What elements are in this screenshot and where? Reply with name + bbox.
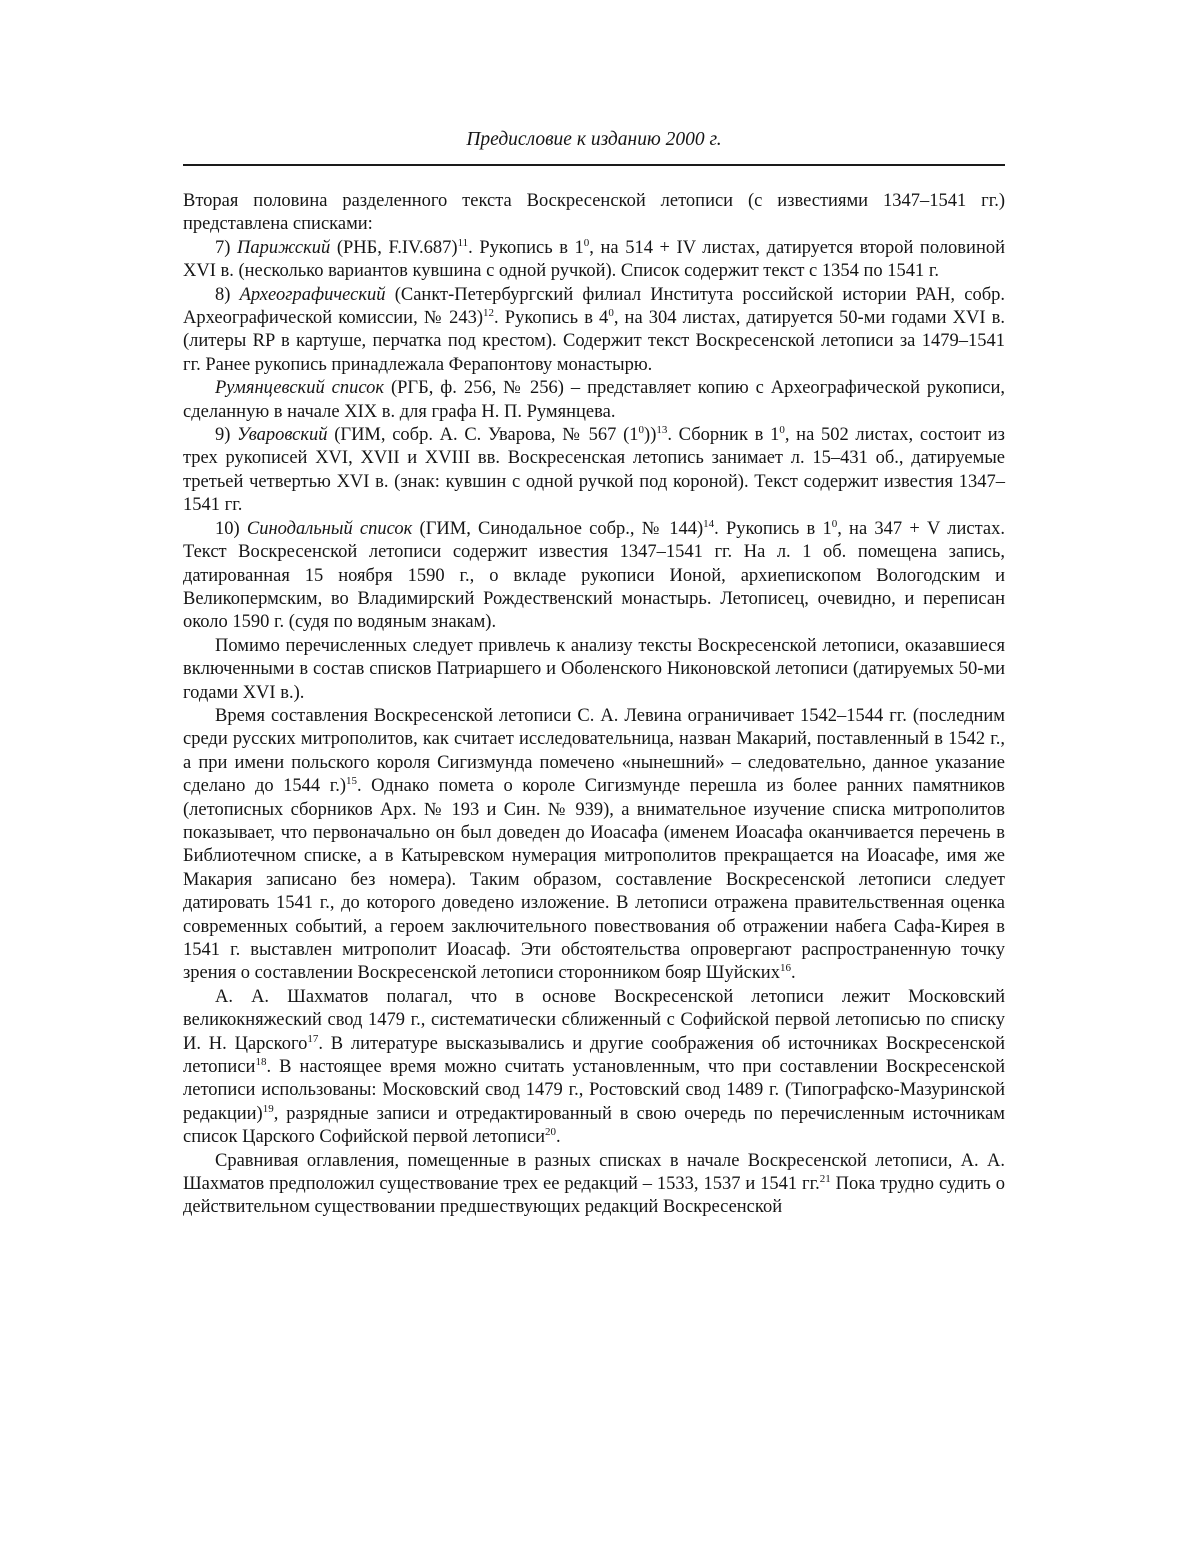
paragraph-text: Помимо перечисленных следует привлечь к анализу тексты Воскресенской летописи, оказавшиеся включенными в состав списков Патриаршего и Оболенского Никоновской летописи (датируемых 50-ми годами XVI в.). (183, 635, 1005, 703)
paragraph-paris-list (183, 237, 1005, 284)
format-superscript: 0 (583, 236, 590, 249)
manuscript-title: Парижский (237, 237, 331, 258)
paragraph-text: . (790, 963, 796, 984)
list-number: 10) (215, 518, 247, 539)
paragraph-text: . Сборник в 1 (667, 425, 780, 446)
list-number: 9) (215, 425, 238, 446)
footnote-ref: 20 (545, 1126, 557, 1139)
paragraph-editions (183, 1150, 1005, 1220)
paragraph-text: . Рукопись в 1 (714, 518, 832, 539)
paragraph-text: А. А. Шахматов полагал, что в основе Воскресенской летописи лежит Московский великокняжеский свод 1479 г., систематически сближенный с Софийской первой летописью по списку И. Н. Царского (183, 986, 1005, 1054)
paragraph-text: (ГИМ, собр. А. С. Уварова, № 567 (1 (327, 425, 639, 446)
paragraph-intro (183, 190, 1005, 237)
footnote-ref: 17 (307, 1032, 319, 1045)
paragraph-text: , разрядные записи и отредактированный в свою очередь по перечисленным источникам список Царского Софийской первой летописи (183, 1103, 1005, 1148)
footnote-ref: 13 (656, 423, 668, 436)
paragraph-text: )) (644, 425, 657, 446)
format-superscript: 0 (831, 517, 838, 530)
paragraph-text: (РГБ, ф. 256, № 256) – представляет копию с Археографической рукописи, сделанную в начале XIX в. для графа Н. П. Румянцева. (183, 378, 1006, 422)
footnote-ref: 11 (457, 236, 469, 249)
paragraph-text: . Рукопись в 1 (468, 237, 584, 258)
paragraph-synodal-list (183, 518, 1005, 635)
footnote-ref: 15 (346, 775, 358, 787)
footnote-ref: 21 (819, 1172, 831, 1185)
paragraph-rumyantsev-list (183, 377, 1005, 424)
paragraph-text: (ГИМ, Синодальное собр., № 144) (412, 518, 704, 539)
manuscript-title: Румянцевский список (215, 378, 385, 399)
paragraph-text: (Санкт-Петербургский филиал Института российской истории РАН, собр. Археографической комиссии, № 243) (183, 284, 1005, 329)
footnote-ref: 12 (483, 306, 495, 319)
paragraph-text: , на 347 + V листах. Текст Воскресенской летописи содержит известия 1347–1541 гг. На л. 1 об. помещена запись, датированная 15 ноября 1590 г., о вкладе рукописи Ионой, архиепископом Вологодским и Великопермским, во Владимирский Рождественский монастырь. Летописец, очевидно, и переписан около 1590 г. (судя по водяным знакам). (183, 518, 1005, 633)
paragraph-text: Время составления Воскресенской летописи С. А. Левина ограничивает 1542–1544 гг. (последним среди русских митрополитов, как считает исследовательница, назван Макарий, поставленный в 1542 г., а при имени польского короля Сигизмунда помечено «нынешний» – следовательно, данное указание сделано до 1544 г.) (183, 705, 1005, 797)
format-superscript: 0 (608, 306, 614, 319)
paragraph-text: Сравнивая оглавления, помещенные в разных списках в начале Воскресенской летописи, А. А. Шахматов предположил существование трех ее редакций – 1533, 1537 и 1541 гг. (183, 1150, 1005, 1195)
format-superscript: 0 (779, 423, 785, 436)
paragraph-text: (РНБ, F.IV.687) (330, 237, 458, 258)
paragraph-text: . В литературе высказывались и другие соображения об источниках Воскресенской летописи (183, 1033, 1006, 1078)
list-number: 7) (215, 237, 237, 258)
paragraph-uvarov-list (183, 424, 1005, 518)
footnote-ref: 19 (262, 1102, 274, 1115)
paragraph-text: . В настоящее время можно считать установленным, что при составлении Воскресенской летописи использованы: Московский свод 1479 г., Ростовский свод 1489 г. (Типографско-Мазуринской редакции) (183, 1057, 1005, 1124)
header-rule (183, 164, 1005, 166)
paragraph-text: , на 514 + IV листах, датируется второй половиной XVI в. (несколько вариантов кувшина с одной ручкой). Список содержит текст с 1354 по 1541 г. (183, 237, 1005, 282)
paragraph-text: . Однако помета о короле Сигизмунде перешла из более ранних памятников (летописных сборников Арх. № 193 и Син. № 939), а внимательное изучение списка митрополитов показывает, что первоначально он был доведен до Иоасафа (именем Иоасафа оканчивается перечень в Библиотечном списке, а в Катыревском нумерация митрополитов прекращается на Иоасафе, имя же Макария записано без номера). Таким образом, составление Воскресенской летописи следует датировать 1541 г., до которого доведено изложение. В летописи отражена правительственная оценка современных событий, а героем заключительного повествования об отражении набега Сафа-Кирея в 1541 г. выставлен митрополит Иоасаф. Эти обстоятельства опровергают распространенную точку зрения о составлении Воскресенской летописи сторонником бояр Шуйских (183, 776, 1005, 984)
footnote-ref: 18 (255, 1055, 267, 1068)
manuscript-title: Уваровский (237, 425, 328, 446)
paragraph-dating (183, 705, 1005, 986)
manuscript-title: Археографический (239, 284, 386, 305)
paragraph-text: Вторая половина разделенного текста Воскресенской летописи (с известиями 1347–1541 гг.) представлена списками: (183, 191, 1005, 235)
paragraph-text: Пока трудно судить о действительном существовании предшествующих редакций Воскресенской (183, 1174, 1005, 1218)
list-number: 8) (215, 284, 240, 305)
paragraph-other-texts (183, 635, 1005, 705)
manuscript-title: Синодальный список (246, 518, 413, 539)
format-superscript: 0 (638, 423, 645, 436)
paragraph-text: , на 502 листах, состоит из трех рукописей XVI, XVII и XVIII вв. Воскресенская летопись занимает л. 15–431 об., датируемые третьей четвертью XVI в. (знак: кувшин с одной ручкой под короной). Текст содержит известия 1347–1541 гг. (183, 425, 1005, 516)
paragraph-sources (183, 986, 1005, 1150)
paragraph-text: , на 304 листах, датируется 50-ми годами XVI в. (литеры RP в картуше, перчатка под крестом). Содержит текст Воскресенской летописи за 1479–1541 гг. Ранее рукопись принадлежала Ферапонтову монастырю. (183, 308, 1006, 375)
paragraph-archeographic-list (183, 284, 1005, 378)
paragraph-text: . (556, 1127, 561, 1148)
body-text (183, 190, 1005, 1220)
footnote-ref: 16 (779, 962, 791, 975)
paragraph-text: . Рукопись в 4 (494, 308, 609, 329)
footnote-ref: 14 (703, 517, 715, 530)
running-title: Предисловие к изданию 2000 г. (466, 129, 722, 150)
